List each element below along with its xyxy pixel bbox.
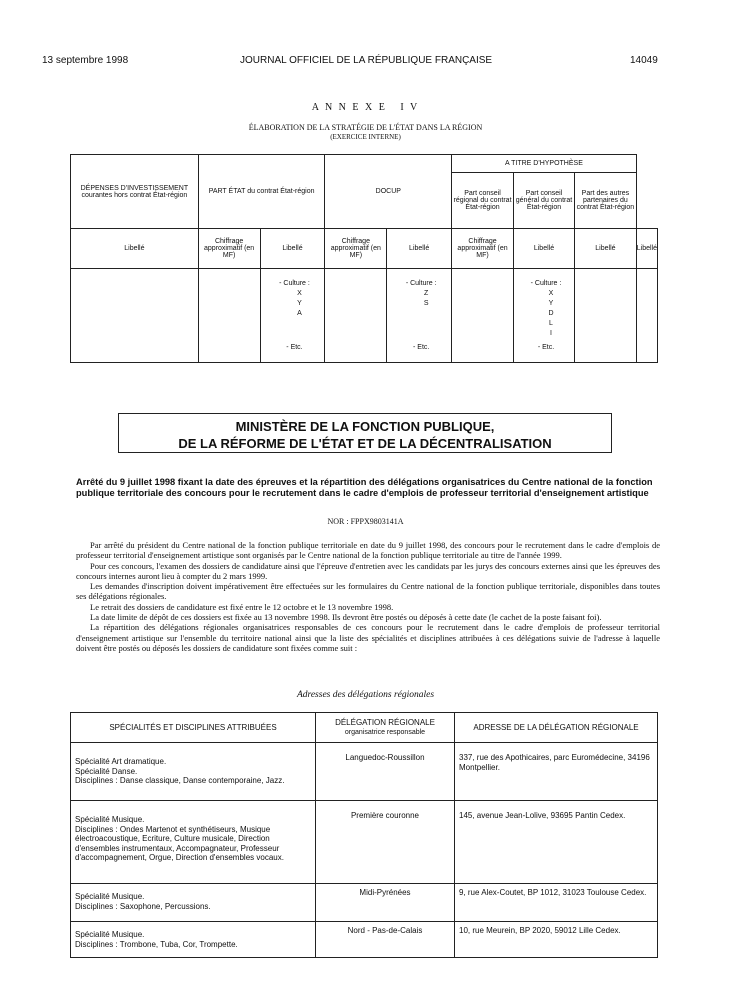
culture-item: S bbox=[423, 300, 429, 307]
table-row bbox=[71, 801, 658, 884]
chiffrage-3: Chiffrage approximatif (en MF) bbox=[452, 229, 514, 269]
header-journal: JOURNAL OFFICIEL DE LA RÉPUBLIQUE FRANÇAISE bbox=[240, 55, 493, 66]
header-delegation-label: DÉLÉGATION RÉGIONALE bbox=[335, 718, 435, 727]
ministry-line-1: MINISTÈRE DE LA FONCTION PUBLIQUE, bbox=[235, 419, 495, 434]
arrete-body bbox=[76, 540, 660, 653]
row-spec: Spécialité Musique. Disciplines : Trombone, Tuba, Cor, Trompette. bbox=[71, 922, 316, 958]
row-adresse: 337, rue des Apothicaires, parc Euromédecine, 34196 Montpellier. bbox=[455, 743, 658, 801]
row-delegation: Midi-Pyrénées bbox=[316, 884, 455, 922]
etc-label: - Etc. bbox=[537, 344, 555, 351]
row-spec: Spécialité Art dramatique. Spécialité Danse. Disciplines : Danse classique, Danse contemporaine, Jazz. bbox=[71, 743, 316, 801]
culture-item: I bbox=[550, 330, 552, 337]
libelle-4: Libellé bbox=[513, 229, 574, 269]
culture-item: Z bbox=[424, 290, 429, 297]
culture-item: X bbox=[297, 290, 302, 297]
header-part-etat: PART ÉTAT du contrat État-région bbox=[198, 155, 325, 229]
header-delegation bbox=[316, 713, 455, 743]
table-row bbox=[71, 743, 658, 801]
header-specialites: SPÉCIALITÉS ET DISCIPLINES ATTRIBUÉES bbox=[71, 713, 316, 743]
paragraph: Les demandes d'inscription doivent impérativement être effectuées sur les formulaires du Centre national de la fonction publique territoriale, disponibles dans toutes ses délégations régionales. bbox=[76, 581, 660, 602]
etc-label: - Etc. bbox=[286, 344, 303, 351]
paragraph: La date limite de dépôt de ces dossiers est fixée au 13 novembre 1998. Ils devront être postés ou déposés à cette date (le cachet de la poste faisant foi). bbox=[90, 612, 602, 623]
header-part-general: Part conseil général du contrat État-région bbox=[513, 173, 574, 229]
header-page-number: 14049 bbox=[630, 55, 658, 66]
culture-item: X bbox=[548, 290, 554, 297]
ministry-line-2: DE LA RÉFORME DE L'ÉTAT ET DE LA DÉCENTRALISATION bbox=[178, 436, 552, 451]
empty-cell bbox=[198, 269, 260, 363]
row-adresse: 9, rue Alex-Coutet, BP 1012, 31023 Toulouse Cedex. bbox=[455, 884, 658, 922]
chiffrage-1: Chiffrage approximatif (en MF) bbox=[198, 229, 260, 269]
libelle-2: Libellé bbox=[260, 229, 325, 269]
paragraph: La répartition des délégations régionales organisatrices responsables de ces concours pour le recrutement dans le cadre d'emplois de professeur territorial d'enseignement artistique sur l'ensemble du territoire national ainsi que la liste des spécialités et disciplines attribuées à ces délégations suivie de l'adresse à laquelle doivent être postés ou déposés les dossiers de candidature sont fixées comme suit : bbox=[76, 622, 660, 653]
header-adresse: ADRESSE DE LA DÉLÉGATION RÉGIONALE bbox=[455, 713, 658, 743]
table-row bbox=[71, 884, 658, 922]
empty-cell bbox=[325, 269, 387, 363]
libelle-5: Libellé bbox=[575, 229, 637, 269]
paragraph: Pour ces concours, l'examen des dossiers de candidature ainsi que l'épreuve d'entretien avec les candidats par les jurys des concours externes ainsi que les épreuves des concours internes auront lieu à compter du 2 mars 1999. bbox=[76, 560, 660, 581]
header-depenses: DÉPENSES D'INVESTISSEMENT courantes hors contrat État-région bbox=[71, 155, 199, 229]
libelle-3: Libellé bbox=[387, 229, 452, 269]
culture-item: Y bbox=[297, 300, 302, 307]
arrete-title: Arrêté du 9 juillet 1998 fixant la date des épreuves et la répartition des délégations organisatrices du Centre national de la fonction publique territoriale des concours pour le recrutement dans le cadre d'emplois de professeur territorial d'enseignement artistique bbox=[76, 477, 653, 498]
chiffrage-2: Chiffrage approximatif (en MF) bbox=[325, 229, 387, 269]
annexe-title: A N N E X E I V bbox=[311, 102, 420, 113]
table-row bbox=[71, 922, 658, 958]
culture-hypothese bbox=[513, 269, 574, 363]
culture-docup bbox=[387, 269, 452, 363]
annexe-subtitle-2: (EXERCICE INTERNE) bbox=[330, 133, 401, 141]
header-delegation-sub: organisatrice responsable bbox=[344, 728, 426, 736]
row-delegation: Première couronne bbox=[316, 801, 455, 884]
culture-item: L bbox=[549, 320, 553, 327]
nor-reference: NOR : FPPX9803141A bbox=[327, 517, 404, 526]
paragraph: Le retrait des dossiers de candidature est fixé entre le 12 octobre et le 13 novembre 1998. bbox=[90, 601, 394, 612]
etc-label: - Etc. bbox=[413, 344, 430, 351]
culture-item: A bbox=[297, 310, 302, 317]
header-docup: DOCUP bbox=[325, 155, 452, 229]
culture-label: - Culture : bbox=[405, 280, 437, 287]
libelle-6: Libellé bbox=[636, 229, 657, 269]
header-part-autres: Part des autres partenaires du contrat État-région bbox=[575, 173, 637, 229]
libelle-1: Libellé bbox=[71, 229, 199, 269]
header-part-regional: Part conseil régional du contrat État-région bbox=[452, 173, 514, 229]
culture-label: - Culture : bbox=[279, 280, 310, 287]
culture-item: Y bbox=[548, 300, 554, 307]
row-spec: Spécialité Musique. Disciplines : Saxophone, Percussions. bbox=[71, 884, 316, 922]
empty-cell bbox=[452, 269, 514, 363]
paragraph: Par arrêté du président du Centre national de la fonction publique territoriale en date du 9 juillet 1998, des concours pour le recrutement dans le cadre d'emplois de professeur territorial d'enseignement artistique sont organisés par le Centre national de la fonction publique territoriale au titre de l'année 1999. bbox=[76, 540, 660, 561]
row-delegation: Nord - Pas-de-Calais bbox=[316, 922, 455, 958]
culture-item: D bbox=[548, 310, 554, 317]
culture-etat bbox=[260, 269, 325, 363]
empty-cell bbox=[575, 269, 637, 363]
culture-label: - Culture : bbox=[530, 280, 562, 287]
header-date: 13 septembre 1998 bbox=[42, 55, 129, 66]
header-hypothese: A TITRE D'HYPOTHÈSE bbox=[452, 155, 637, 173]
row-adresse: 145, avenue Jean-Lolive, 93695 Pantin Cedex. bbox=[455, 801, 658, 884]
delegations-table bbox=[70, 712, 658, 958]
strategy-table bbox=[70, 154, 658, 363]
row-delegation: Languedoc-Roussillon bbox=[316, 743, 455, 801]
empty-cell bbox=[636, 269, 657, 363]
annexe-subtitle: ÉLABORATION DE LA STRATÉGIE DE L'ÉTAT DANS LA RÉGION bbox=[248, 123, 483, 132]
delegations-title: Adresses des délégations régionales bbox=[296, 690, 435, 700]
row-adresse: 10, rue Meurein, BP 2020, 59012 Lille Cedex. bbox=[455, 922, 658, 958]
ministry-heading bbox=[118, 413, 612, 453]
empty-cell bbox=[71, 269, 199, 363]
row-spec: Spécialité Musique. Disciplines : Ondes Martenot et synthétiseurs, Musique électroacoustique, Ecriture, Culture musicale, Direction d'ensembles instrumentaux, Accompagnateur, Professeur d'accompagnement, Orgue, Direction d'ensembles vocaux. bbox=[71, 801, 316, 884]
